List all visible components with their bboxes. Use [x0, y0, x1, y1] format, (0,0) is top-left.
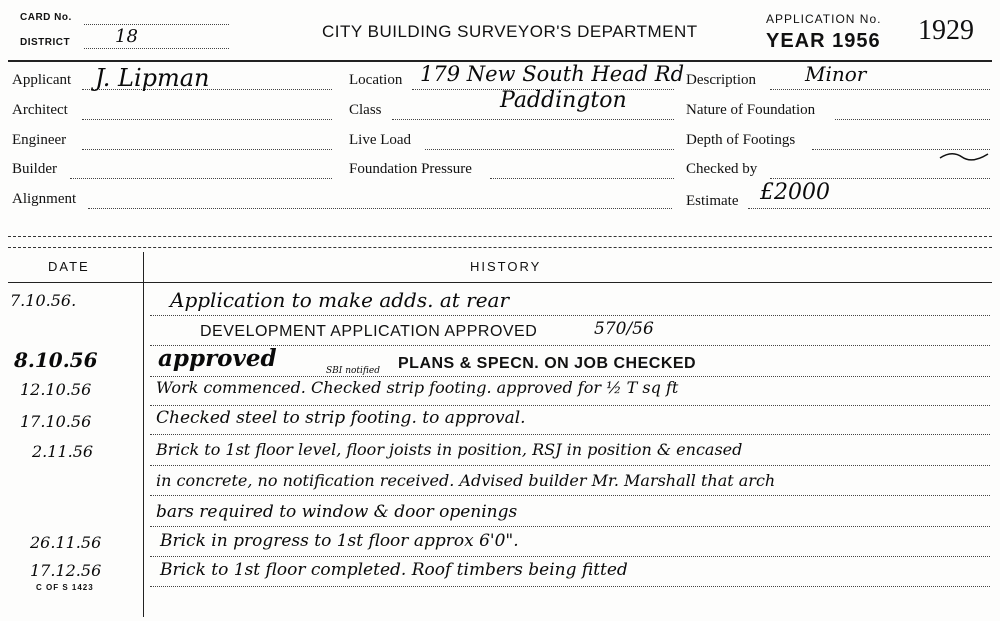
- builder-label: Builder: [12, 161, 57, 177]
- history-entry: Application to make adds. at rear: [170, 288, 510, 312]
- class-line: [392, 119, 674, 120]
- history-row-line: [150, 526, 990, 527]
- history-date: 17.10.56: [20, 412, 92, 431]
- alignment-label: Alignment: [12, 191, 77, 207]
- checked-by-line: [770, 178, 990, 179]
- location-value: 179 New South Head Rd: [420, 62, 685, 86]
- history-entry: approved: [158, 345, 277, 372]
- date-header: DATE: [48, 259, 90, 274]
- location-label: Location: [349, 72, 403, 88]
- foundation-pressure-label: Foundation Pressure: [349, 161, 472, 177]
- history-date: 17.12.56: [30, 561, 102, 580]
- date-column-divider: [143, 252, 144, 617]
- fields-divider-bottom: [8, 247, 992, 248]
- history-row-line: [150, 405, 990, 406]
- foundation-pressure-line: [490, 178, 674, 179]
- location-value-suburb: Paddington: [500, 88, 627, 113]
- nature-of-foundation-label: Nature of Foundation: [686, 102, 816, 118]
- district-value: 18: [115, 26, 138, 47]
- plans-checked-stamp: PLANS & SPECN. ON JOB CHECKED: [398, 355, 697, 372]
- history-entry: Checked steel to strip footing. to approval.: [156, 408, 526, 428]
- history-entry: Brick in progress to 1st floor approx 6'0".: [160, 531, 519, 551]
- form-code: C OF S 1423: [36, 583, 94, 592]
- history-row-line: [150, 556, 990, 557]
- history-entry: bars required to window & door openings: [156, 502, 518, 522]
- estimate-label: Estimate: [686, 193, 739, 209]
- history-row-line: [150, 376, 990, 377]
- history-entry: in concrete, no notification received. Advised builder Mr. Marshall that arch: [156, 471, 776, 490]
- history-date: 8.10.56: [14, 348, 98, 372]
- history-header-rule: [8, 282, 992, 283]
- history-reference: 570/56: [594, 319, 654, 339]
- history-entry: Work commenced. Checked strip footing. approved for ½ T sq ft: [156, 378, 679, 397]
- history-row-line: [150, 465, 990, 466]
- history-row-line: [150, 495, 990, 496]
- application-no-label: APPLICATION No.: [766, 12, 882, 26]
- development-approved-stamp: DEVELOPMENT APPLICATION APPROVED: [200, 323, 538, 340]
- history-date: 2.11.56: [32, 442, 94, 461]
- department-title: CITY BUILDING SURVEYOR'S DEPARTMENT: [322, 22, 698, 41]
- estimate-value: £2000: [760, 180, 830, 205]
- estimate-line: [748, 208, 990, 209]
- year-label: YEAR 1956: [766, 30, 881, 52]
- live-load-label: Live Load: [349, 132, 412, 148]
- checked-by-label: Checked by: [686, 161, 758, 177]
- builder-line: [70, 178, 332, 179]
- card-no-line: [84, 24, 229, 25]
- architect-label: Architect: [12, 102, 68, 118]
- checked-by-squiggle: [938, 148, 990, 164]
- history-header: HISTORY: [470, 259, 542, 274]
- district-line: [84, 48, 229, 49]
- live-load-line: [425, 149, 674, 150]
- history-row-line: [150, 586, 990, 587]
- engineer-line: [82, 149, 332, 150]
- architect-line: [82, 119, 332, 120]
- district-label: DISTRICT: [20, 37, 71, 48]
- nature-of-foundation-line: [835, 119, 990, 120]
- history-row-line: [150, 315, 990, 316]
- fields-divider-top: [8, 236, 992, 237]
- history-entry: Brick to 1st floor level, floor joists in position, RSJ in position & encased: [156, 440, 743, 459]
- description-line: [770, 89, 990, 90]
- depth-of-footings-label: Depth of Footings: [686, 132, 796, 148]
- history-date: 26.11.56: [30, 533, 102, 552]
- alignment-line: [88, 208, 672, 209]
- description-label: Description: [686, 72, 756, 88]
- description-value: Minor: [805, 62, 867, 86]
- class-label: Class: [349, 102, 382, 118]
- applicant-value: J. Lipman: [95, 64, 210, 92]
- application-number: 1929: [918, 15, 974, 46]
- card-no-label: CARD No.: [20, 12, 72, 23]
- engineer-label: Engineer: [12, 132, 67, 148]
- history-note: SBI notified: [326, 366, 380, 376]
- history-date: 7.10.56.: [10, 291, 77, 310]
- applicant-label: Applicant: [12, 72, 72, 88]
- history-row-line: [150, 434, 990, 435]
- history-entry: Brick to 1st floor completed. Roof timbers being fitted: [160, 560, 628, 580]
- history-date: 12.10.56: [20, 380, 92, 399]
